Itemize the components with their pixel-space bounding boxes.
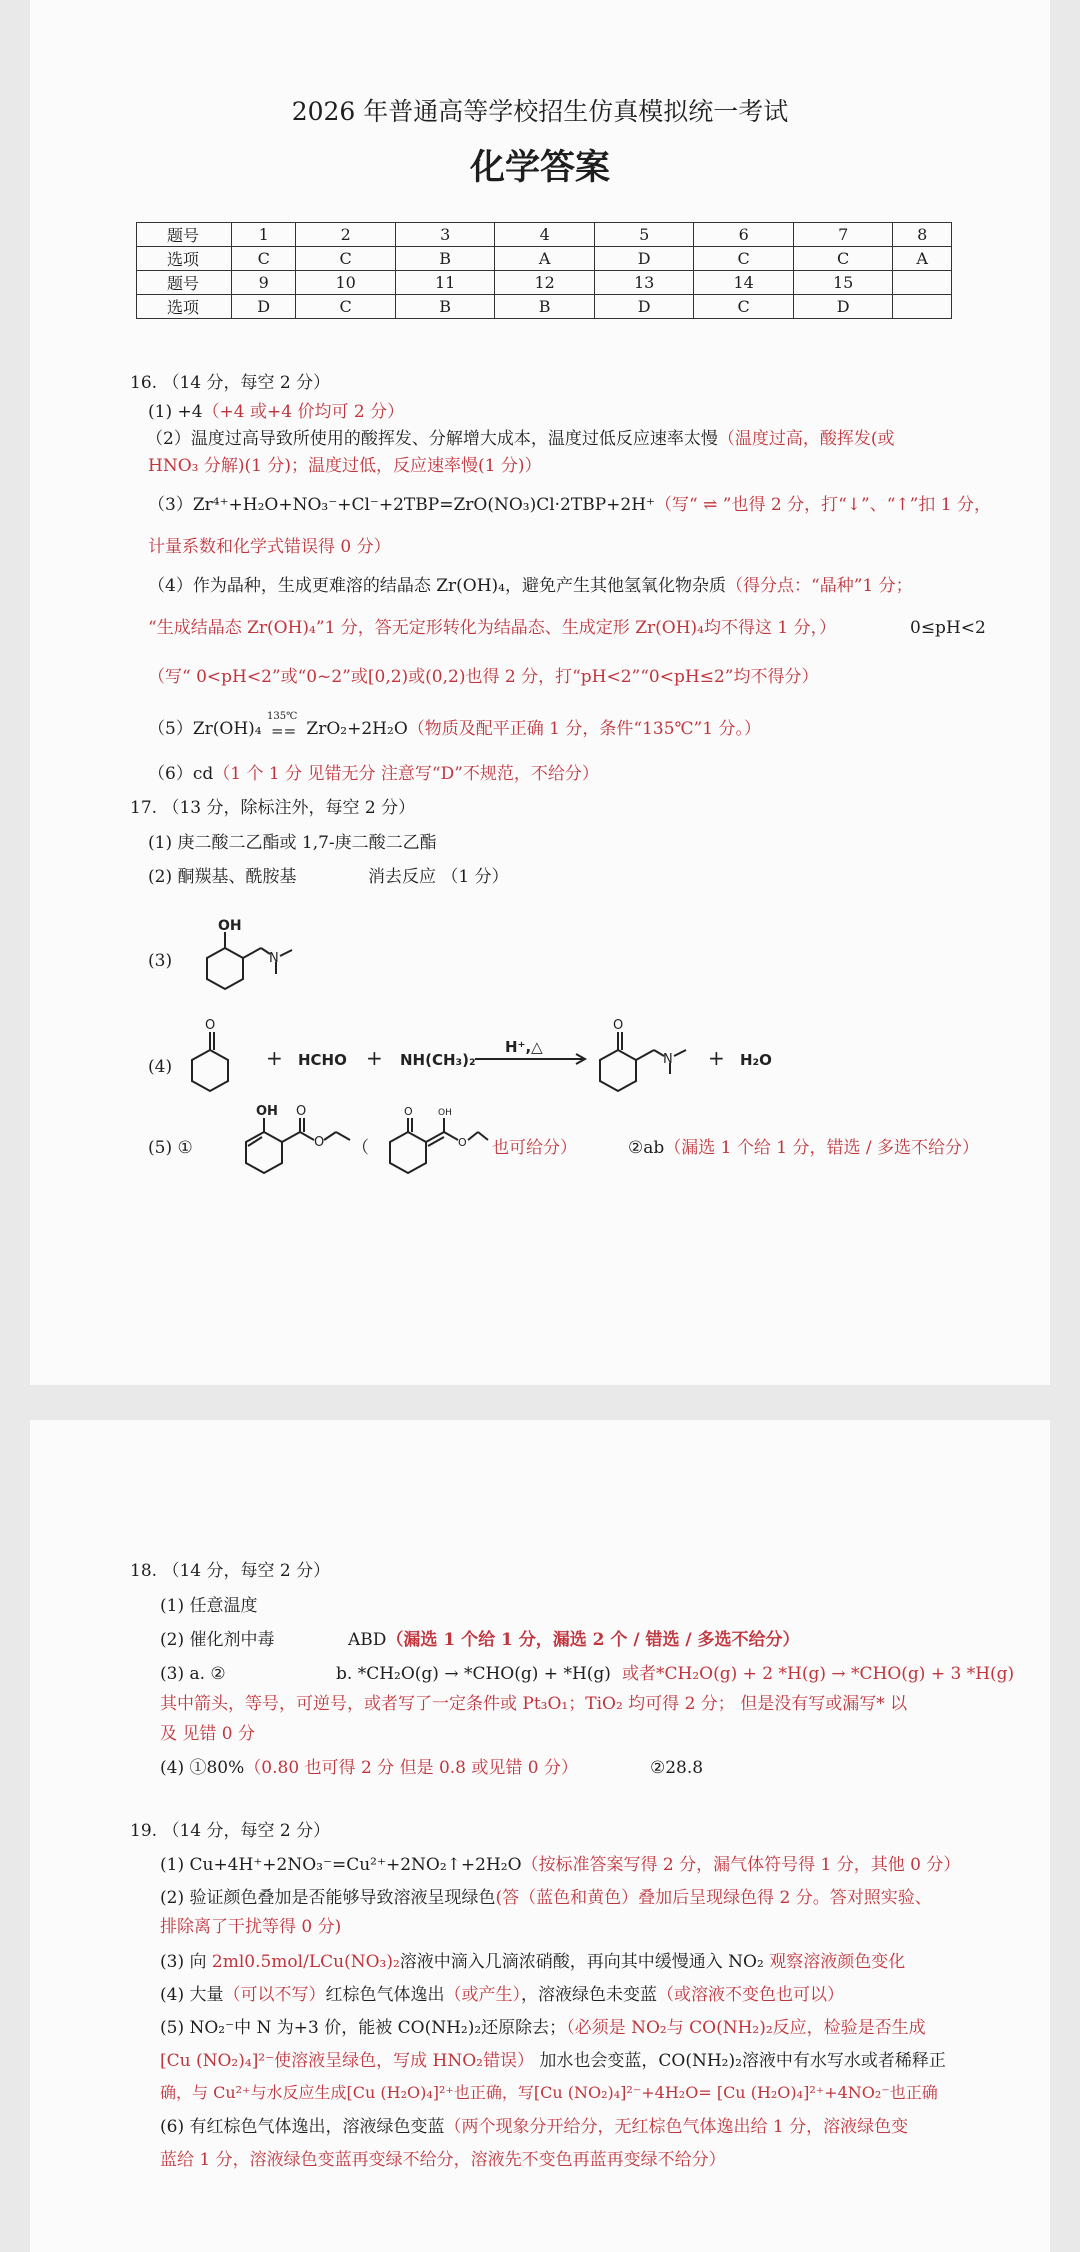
answer-table-cell: 2	[296, 223, 396, 247]
answer-table-cell: D	[594, 247, 694, 271]
q17-s5a-o2: O	[314, 1135, 325, 1150]
q18-answer-4: (4) ①80%（0.80 也可得 2 分 但是 0.8 或见错 0 分）	[160, 1758, 579, 1778]
q19-answer-2: (2) 验证颜色叠加是否能够导致溶液呈现绿色(答（蓝色和黄色）叠加后呈现绿色得 2 分。答对照实验、	[160, 1888, 932, 1908]
answer-table-cell: A	[495, 247, 595, 271]
q17-s3-oh: OH	[218, 918, 242, 934]
answer-table-cell: 题号	[137, 223, 232, 247]
q16-answer-4: （4）作为晶种，生成更难溶的结晶态 Zr(OH)₄，避免产生其他氢氧化物杂质（得分点：“晶种”1 分；	[148, 576, 913, 596]
answer-table-row	[137, 247, 952, 271]
q17-answer-5-label: (5) ①	[148, 1138, 193, 1158]
q18-answer-3: (3) a. ②	[160, 1664, 226, 1684]
answer-table-cell: 8	[893, 223, 952, 247]
q19-answer-5-line2: [Cu (NO₂)₄]²⁻使溶液呈绿色，写成 HNO₂错误） 加水也会变蓝，CO(NH₂)₂溶液中有水写水或者稀释正	[160, 2051, 946, 2071]
answer-table-cell: 9	[232, 271, 296, 295]
q19-answer-5-line3: 确，与 Cu²⁺与水反应生成[Cu (H₂O)₄]²⁺也正确，写[Cu (NO₂)₄]²⁻+4H₂O= [Cu (H₂O)₄]²⁺+4NO₂⁻也正确	[160, 2083, 938, 2102]
q17-s5a-o1: O	[296, 1104, 307, 1119]
q16-reaction-equals: ==	[271, 722, 297, 740]
q18-answer-3b: b. *CH₂O(g) → *CHO(g) + *H(g)	[336, 1664, 611, 1684]
answer-table-row	[137, 295, 952, 319]
q16-answer-2: （2）温度过高导致所使用的酸挥发、分解增大成本，温度过低反应速率太慢（温度过高，酸挥发(或	[146, 429, 895, 449]
answer-table-cell: B	[495, 295, 595, 319]
answer-table-cell: C	[296, 295, 396, 319]
answer-table-cell: C	[232, 247, 296, 271]
q19-answer-2-note: 排除离了干扰等得 0 分)	[160, 1917, 342, 1937]
q17-answer-1: (1) 庚二酸二乙酯或 1,7-庚二酸二乙酯	[148, 833, 437, 853]
answer-table-cell: 3	[395, 223, 495, 247]
q19-heading: 19. （14 分，每空 2 分）	[130, 1821, 331, 1841]
q17-structure-3	[180, 918, 310, 1018]
answer-table-cell: 11	[395, 271, 495, 295]
q19-answer-3: (3) 向 2ml0.5mol/LCu(NO₃)₂溶液中滴入几滴浓硝酸，再向其中缓慢通入 NO₂ 观察溶液颜色变化	[160, 1952, 906, 1972]
q18-answer-2: (2) 催化剂中毒	[160, 1630, 275, 1650]
q19-answer-4: (4) 大量（可以不写）红棕色气体逸出（或产生），溶液绿色未变蓝（或溶液不变色也可以）	[160, 1985, 844, 2005]
q17-reaction-equation	[180, 1010, 800, 1110]
answer-table-cell: B	[395, 295, 495, 319]
q17-heading: 17. （13 分，除标注外，每空 2 分）	[130, 798, 416, 818]
answer-table-cell: 选项	[137, 295, 232, 319]
answer-table-cell: 12	[495, 271, 595, 295]
answer-table-cell: D	[594, 295, 694, 319]
answer-table-cell: B	[395, 247, 495, 271]
q17-answer-5-paren: （	[352, 1138, 369, 1158]
answer-table-row	[137, 271, 952, 295]
answer-table-cell: 14	[694, 271, 794, 295]
exam-title: 2026 年普通高等学校招生仿真模拟统一考试	[291, 97, 789, 126]
answer-table-cell: C	[793, 247, 893, 271]
answer-table-cell: C	[296, 247, 396, 271]
q18-answer-2b: ABD（漏选 1 个给 1 分，漏选 2 个 / 错选 / 多选不给分）	[348, 1630, 800, 1650]
answer-table-cell: 5	[594, 223, 694, 247]
q18-answer-3-note2: 其中箭头，等号，可逆号，或者写了一定条件或 Pt₃O₁；TiO₂ 均可得 2 分； 但是没有写或漏写* 以	[160, 1694, 908, 1714]
q17-s5a-oh: OH	[256, 1104, 278, 1119]
answer-table-cell: 选项	[137, 247, 232, 271]
q19-answer-6-note: 蓝给 1 分，溶液绿色变蓝再变绿不给分，溶液先不变色再蓝再变绿不给分）	[160, 2150, 726, 2170]
answer-table-cell	[893, 295, 952, 319]
q17-s5b-oh: OH	[438, 1108, 452, 1118]
q17-structure-5b	[370, 1102, 490, 1192]
q17-r-plus2: +	[366, 1046, 383, 1070]
q17-s5b-o2: O	[458, 1136, 467, 1149]
answer-table-cell: 7	[793, 223, 893, 247]
answer-table-cell: 1	[232, 223, 296, 247]
q16-reaction-condition: 135℃	[267, 711, 298, 722]
answer-table-cell	[893, 271, 952, 295]
q17-r-hcho: HCHO	[298, 1051, 347, 1069]
q17-s3-n: N	[269, 951, 279, 966]
q16-heading: 16. （14 分，每空 2 分）	[130, 373, 331, 393]
q19-answer-6: (6) 有红棕色气体逸出，溶液绿色变蓝（两个现象分开给分，无红棕色气体逸出给 1 分，溶液绿色变	[160, 2117, 909, 2137]
q17-r-cond: H⁺,△	[505, 1038, 543, 1056]
q16-answer-3-note: 计量系数和化学式错误得 0 分）	[148, 537, 391, 557]
document-page-2	[30, 1420, 1050, 2252]
q17-answer-4-label: (4)	[148, 1057, 173, 1077]
answer-table-cell: 15	[793, 271, 893, 295]
answer-table-cell: 10	[296, 271, 396, 295]
answer-table-cell: 题号	[137, 271, 232, 295]
q17-answer-2b: 消去反应 （1 分）	[368, 867, 509, 887]
answer-table-row	[137, 223, 952, 247]
q17-r-o2: O	[613, 1018, 624, 1033]
q18-answer-4b: ②28.8	[650, 1758, 704, 1778]
answer-table-cell: 13	[594, 271, 694, 295]
subject-title: 化学答案	[469, 148, 610, 188]
q16-answer-5: （5）Zr(OH)₄ 135℃ == ZrO₂+2H₂O（物质及配平正确 1 分，条件“135℃”1 分。）	[148, 718, 761, 740]
answer-table-cell: A	[893, 247, 952, 271]
q17-structure-5a	[226, 1102, 356, 1192]
q16-answer-3: （3）Zr⁴⁺+H₂O+NO₃⁻+Cl⁻+2TBP=ZrO(NO₃)Cl·2TBP+2H⁺（写“ ⇌ ”也得 2 分，打“↓”、“↑”扣 1 分，	[148, 495, 991, 515]
q17-r-h2o: H₂O	[740, 1051, 772, 1069]
q17-r-o1: O	[205, 1018, 216, 1033]
q17-s5b-o1: O	[404, 1105, 413, 1118]
q17-answer-3-label: (3)	[148, 951, 173, 971]
q18-answer-3-note3: 及 见错 0 分	[160, 1724, 256, 1744]
q17-r-plus3: +	[708, 1046, 725, 1070]
q18-answer-3-note1: 或者*CH₂O(g) + 2 *H(g) → *CHO(g) + 3 *H(g)	[622, 1664, 1015, 1684]
q17-answer-5-part2: ②ab（漏选 1 个给 1 分，错选 / 多选不给分）	[628, 1138, 980, 1158]
q18-answer-1: (1) 任意温度	[160, 1596, 258, 1616]
q17-r-nme2: NH(CH₃)₂	[400, 1051, 476, 1069]
answer-table-cell: D	[232, 295, 296, 319]
q17-answer-5-note: 也可给分）	[492, 1138, 577, 1158]
q17-r-plus1: +	[266, 1046, 283, 1070]
q16-answer-2-note: HNO₃ 分解)(1 分)；温度过低，反应速率慢(1 分)）	[148, 456, 542, 476]
answer-table-cell: 4	[495, 223, 595, 247]
answer-table-cell: C	[694, 247, 794, 271]
q16-answer-4-note2: （写“ 0<pH<2”或“0~2”或[0,2)或(0,2)也得 2 分，打“pH<2”“0<pH≤2”均不得分）	[148, 667, 819, 687]
document-page-1	[30, 0, 1050, 1385]
answer-table-cell: C	[694, 295, 794, 319]
answer-table-cell: 6	[694, 223, 794, 247]
q16-answer-6: （6）cd（1 个 1 分 见错无分 注意写“D”不规范，不给分）	[148, 764, 599, 784]
q17-r-n: N	[663, 1052, 673, 1067]
q19-answer-1: (1) Cu+4H⁺+2NO₃⁻=Cu²⁺+2NO₂↑+2H₂O（按标准答案写得 2 分，漏气体符号得 1 分，其他 0 分）	[160, 1855, 961, 1875]
q19-answer-5: (5) NO₂⁻中 N 为+3 价，能被 CO(NH₂)₂还原除去；（必须是 NO₂与 CO(NH₂)₂反应，检验是否生成	[160, 2018, 926, 2038]
q16-answer-4-note: “生成结晶态 Zr(OH)₄”1 分，答无定形转化为结晶态、生成定形 Zr(OH)₄均不得这 1 分，）	[148, 618, 837, 638]
q17-answer-2: (2) 酮羰基、酰胺基	[148, 867, 297, 887]
answer-table	[136, 222, 952, 319]
q16-answer-1: (1) +4（+4 或+4 价均可 2 分）	[148, 402, 405, 422]
answer-table-cell: D	[793, 295, 893, 319]
q16-ph-range: 0≤pH<2	[910, 618, 986, 638]
q18-heading: 18. （14 分，每空 2 分）	[130, 1561, 331, 1581]
